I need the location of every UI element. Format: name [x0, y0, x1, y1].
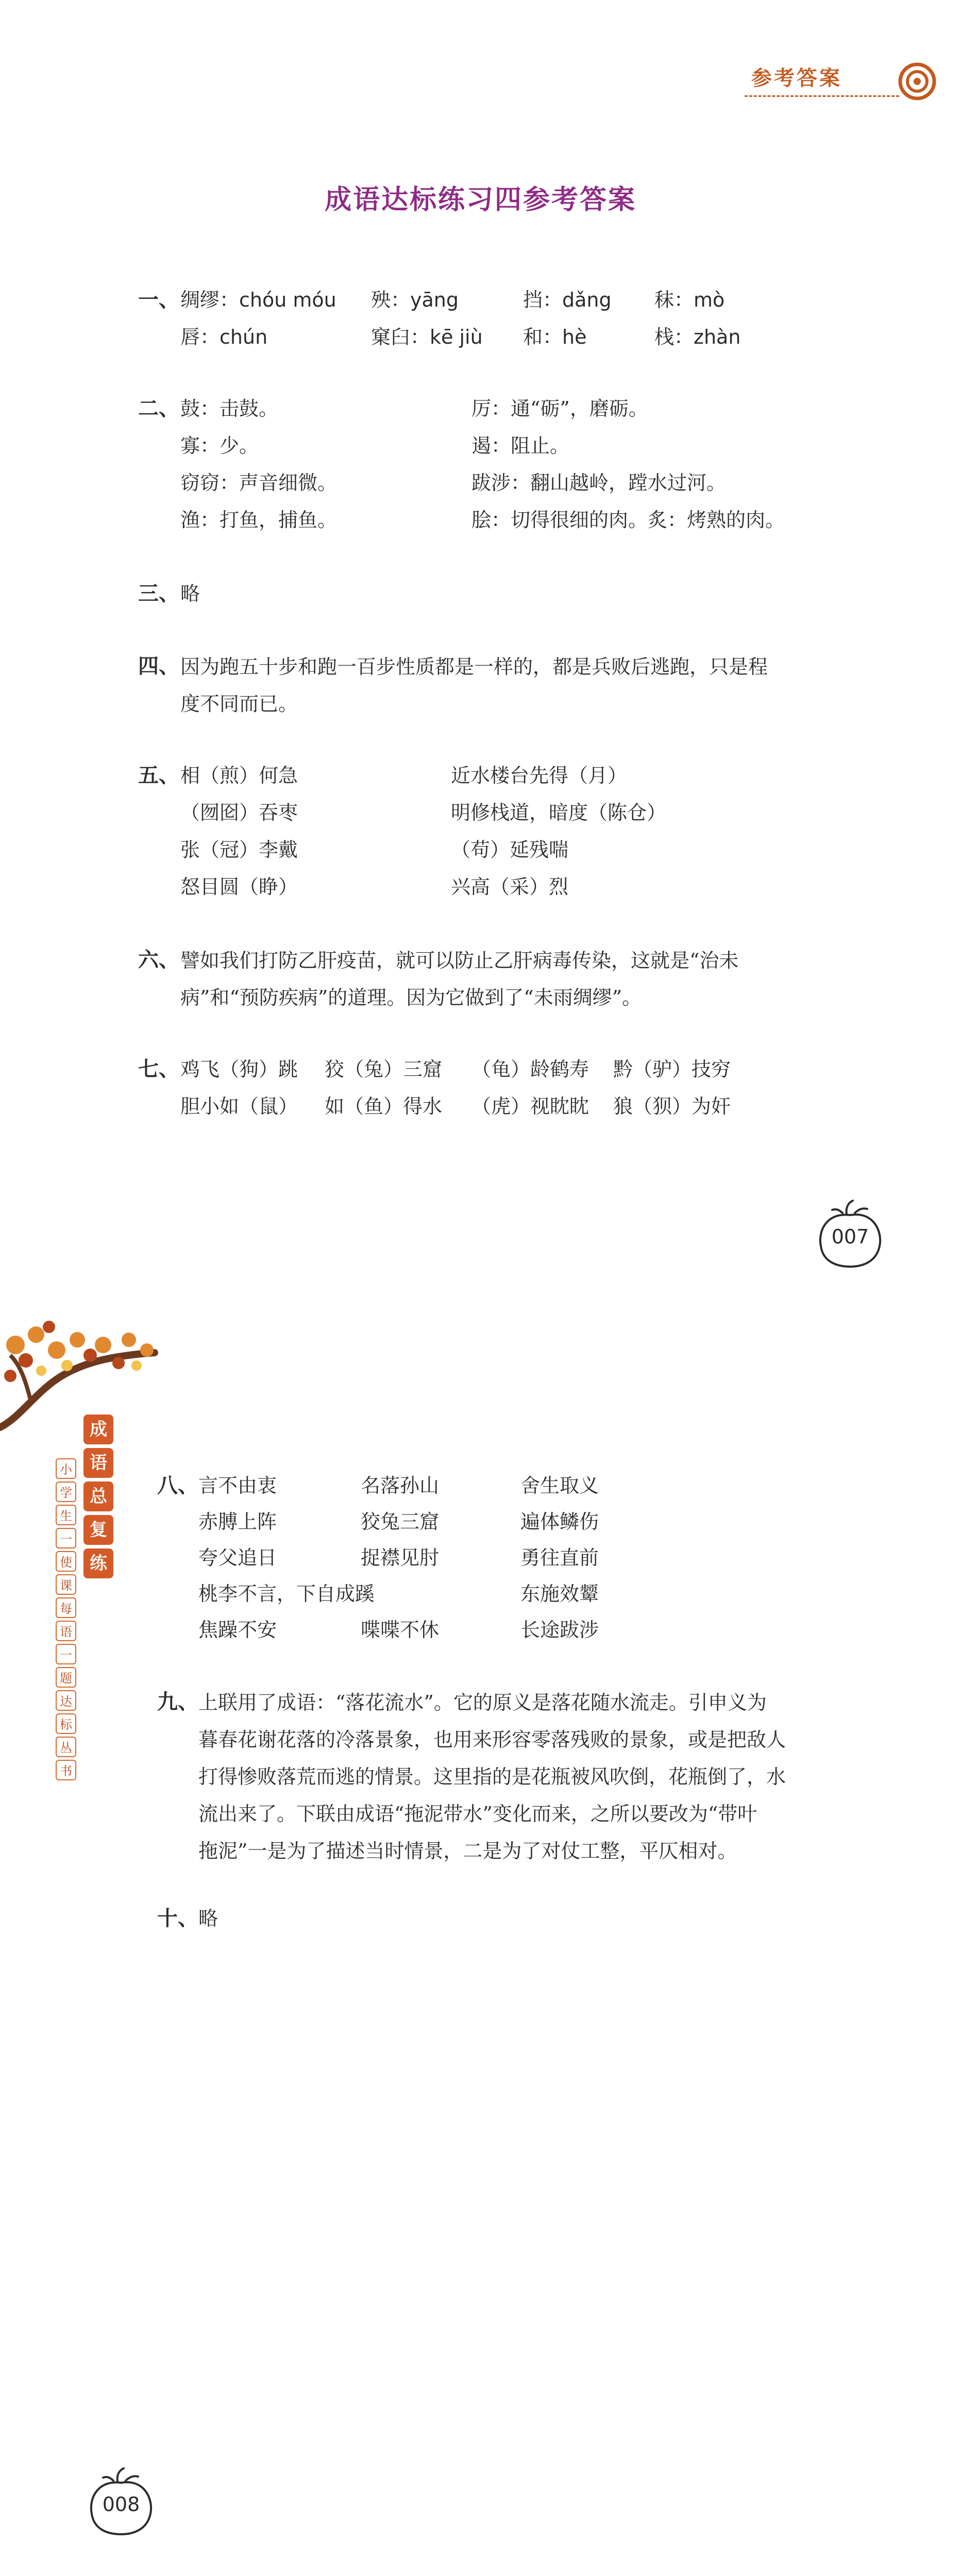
q5-item: （苟）延残喘: [451, 838, 569, 861]
q9-line: 打得惨败落荒而逃的情景。这里指的是花瓶被风吹倒，花瓶倒了，水: [198, 1765, 786, 1788]
page-number: 007: [831, 1225, 869, 1248]
q1-item: 绸缪：chóu móu: [180, 289, 336, 311]
q5-item: 张（冠）李戴: [180, 838, 298, 861]
question-9-number: 九、: [157, 1690, 198, 1714]
q10-answer: 略: [198, 1907, 218, 1930]
q8-item: 焦躁不安: [198, 1619, 277, 1641]
page-number-badge: [82, 2463, 160, 2540]
q1-item: 挡：dǎng: [523, 289, 612, 311]
q7-item: 胆小如（鼠）: [180, 1095, 298, 1118]
q2-item: 鼓：击鼓。: [180, 397, 279, 420]
q8-item: 长途跋涉: [520, 1619, 599, 1641]
banner-char: 成: [83, 1415, 113, 1444]
q7-item: 鸡飞（狗）跳: [180, 1058, 298, 1081]
q9-line: 流出来了。下联由成语“拖泥带水”变化而来，之所以要改为“带叶: [198, 1803, 757, 1825]
banner-small-char: 达: [56, 1690, 76, 1711]
q7-item: （虎）视眈眈: [471, 1095, 589, 1118]
q3-answer: 略: [180, 582, 200, 605]
banner-small-char: 小: [56, 1458, 76, 1479]
q2-item: 脍：切得很细的肉。炙：烤熟的肉。: [471, 509, 785, 531]
q2-item: 渔：打鱼，捕鱼。: [180, 509, 338, 531]
q8-item: 勇往直前: [520, 1546, 599, 1569]
q8-item: 遍体鳞伤: [520, 1510, 599, 1533]
header-label: 参考答案: [751, 66, 842, 90]
page-number: 008: [102, 2493, 140, 2516]
q7-item: （龟）龄鹤寿: [471, 1058, 589, 1081]
q1-item: 秣：mò: [654, 289, 725, 311]
question-6-number: 六、: [138, 948, 179, 972]
q6-line: 病”和“预防疾病”的道理。因为它做到了“未雨绸缪”。: [180, 986, 642, 1009]
q9-line: 暮春花谢花落的冷落景象，也用来形容零落残败的景象，或是把敌人: [198, 1728, 786, 1751]
banner-small-char: 课: [56, 1574, 76, 1595]
q8-item: 夸父追日: [198, 1546, 277, 1569]
q6-line: 譬如我们打防乙肝疫苗，就可以防止乙肝病毒传染，这就是“治未: [180, 949, 739, 972]
banner-char: 练: [83, 1548, 113, 1578]
banner-small-char: 一: [56, 1528, 76, 1548]
q7-item: 黔（驴）技穷: [613, 1058, 731, 1081]
q9-line: 拖泥”一是为了描述当时情景，二是为了对仗工整，平仄相对。: [198, 1840, 737, 1862]
page-title: 成语达标练习四参考答案: [324, 184, 636, 215]
question-1-number: 一、: [138, 288, 179, 312]
banner-small-char: 题: [56, 1667, 76, 1688]
autumn-branch-icon: [0, 1304, 165, 1458]
question-3-number: 三、: [138, 581, 179, 605]
q8-item: 喋喋不休: [361, 1619, 440, 1641]
q4-line: 度不同而已。: [180, 693, 298, 715]
q5-item: （囫囵）吞枣: [180, 801, 298, 824]
q8-item: 言不由衷: [198, 1474, 277, 1497]
q8-item: 桃李不言，下自成蹊: [198, 1582, 375, 1605]
q8-item: 狡兔三窟: [361, 1510, 440, 1533]
q5-item: 近水楼台先得（月）: [451, 764, 628, 787]
banner-char: 总: [83, 1481, 113, 1511]
page-number-badge: [812, 1196, 889, 1273]
target-icon: [897, 61, 938, 102]
q9-answer: [198, 1684, 786, 1870]
banner-small-char: 一: [56, 1644, 76, 1664]
q1-item: 栈：zhàn: [654, 326, 741, 348]
question-7-number: 七、: [138, 1057, 179, 1081]
banner-small-char: 丛: [56, 1737, 76, 1757]
banner-small-char: 标: [56, 1713, 76, 1734]
q4-line: 因为跑五十步和跑一百步性质都是一样的，都是兵败后逃跑，只是程: [180, 655, 768, 678]
q1-item: 窠臼：kē jiù: [371, 326, 483, 348]
q7-item: 狡（兔）三窟: [325, 1058, 443, 1081]
q5-item: 相（煎）何急: [180, 764, 298, 787]
q8-item: 东施效颦: [520, 1582, 599, 1605]
banner-char: 复: [83, 1515, 113, 1545]
q6-answer: [180, 942, 738, 1016]
banner-small-char: 生: [56, 1505, 76, 1525]
banner-small-char: 书: [56, 1760, 76, 1780]
question-2-number: 二、: [138, 396, 179, 420]
banner-small-char: 学: [56, 1481, 76, 1502]
q1-item: 和：hè: [523, 326, 587, 348]
q4-answer: [180, 648, 768, 722]
q9-line: 上联用了成语：“落花流水”。它的原义是落花随水流走。引申义为: [198, 1691, 767, 1714]
banner-small-char: 每: [56, 1597, 76, 1618]
q2-item: 厉：通“砺”，磨砺。: [471, 397, 648, 420]
q2-item: 窃窃：声音细微。: [180, 472, 338, 494]
q5-item: 怒目圆（睁）: [180, 875, 298, 898]
q8-item: 名落孙山: [361, 1474, 440, 1497]
q7-item: 狼（狈）为奸: [613, 1095, 731, 1118]
q7-item: 如（鱼）得水: [325, 1095, 443, 1118]
header-underline: [745, 95, 899, 97]
banner-char: 语: [83, 1448, 113, 1478]
question-8-number: 八、: [157, 1473, 198, 1497]
q8-item: 舍生取义: [520, 1474, 599, 1497]
q8-item: 赤膊上阵: [198, 1510, 277, 1533]
q2-item: 寡：少。: [180, 434, 259, 457]
q1-item: 唇：chún: [180, 326, 268, 348]
q5-item: 兴高（采）烈: [451, 875, 569, 898]
q2-item: 遏：阻止。: [471, 434, 570, 457]
question-4-number: 四、: [138, 654, 179, 678]
question-5-number: 五、: [138, 763, 179, 787]
q8-item: 捉襟见肘: [361, 1546, 440, 1569]
banner-small-char: 使: [56, 1551, 76, 1572]
q5-item: 明修栈道，暗度（陈仓）: [451, 801, 667, 824]
q2-item: 跋涉：翻山越岭，蹚水过河。: [471, 472, 727, 494]
banner-small-char: 语: [56, 1621, 76, 1641]
question-10-number: 十、: [157, 1906, 198, 1930]
q1-item: 殃：yāng: [371, 289, 459, 311]
